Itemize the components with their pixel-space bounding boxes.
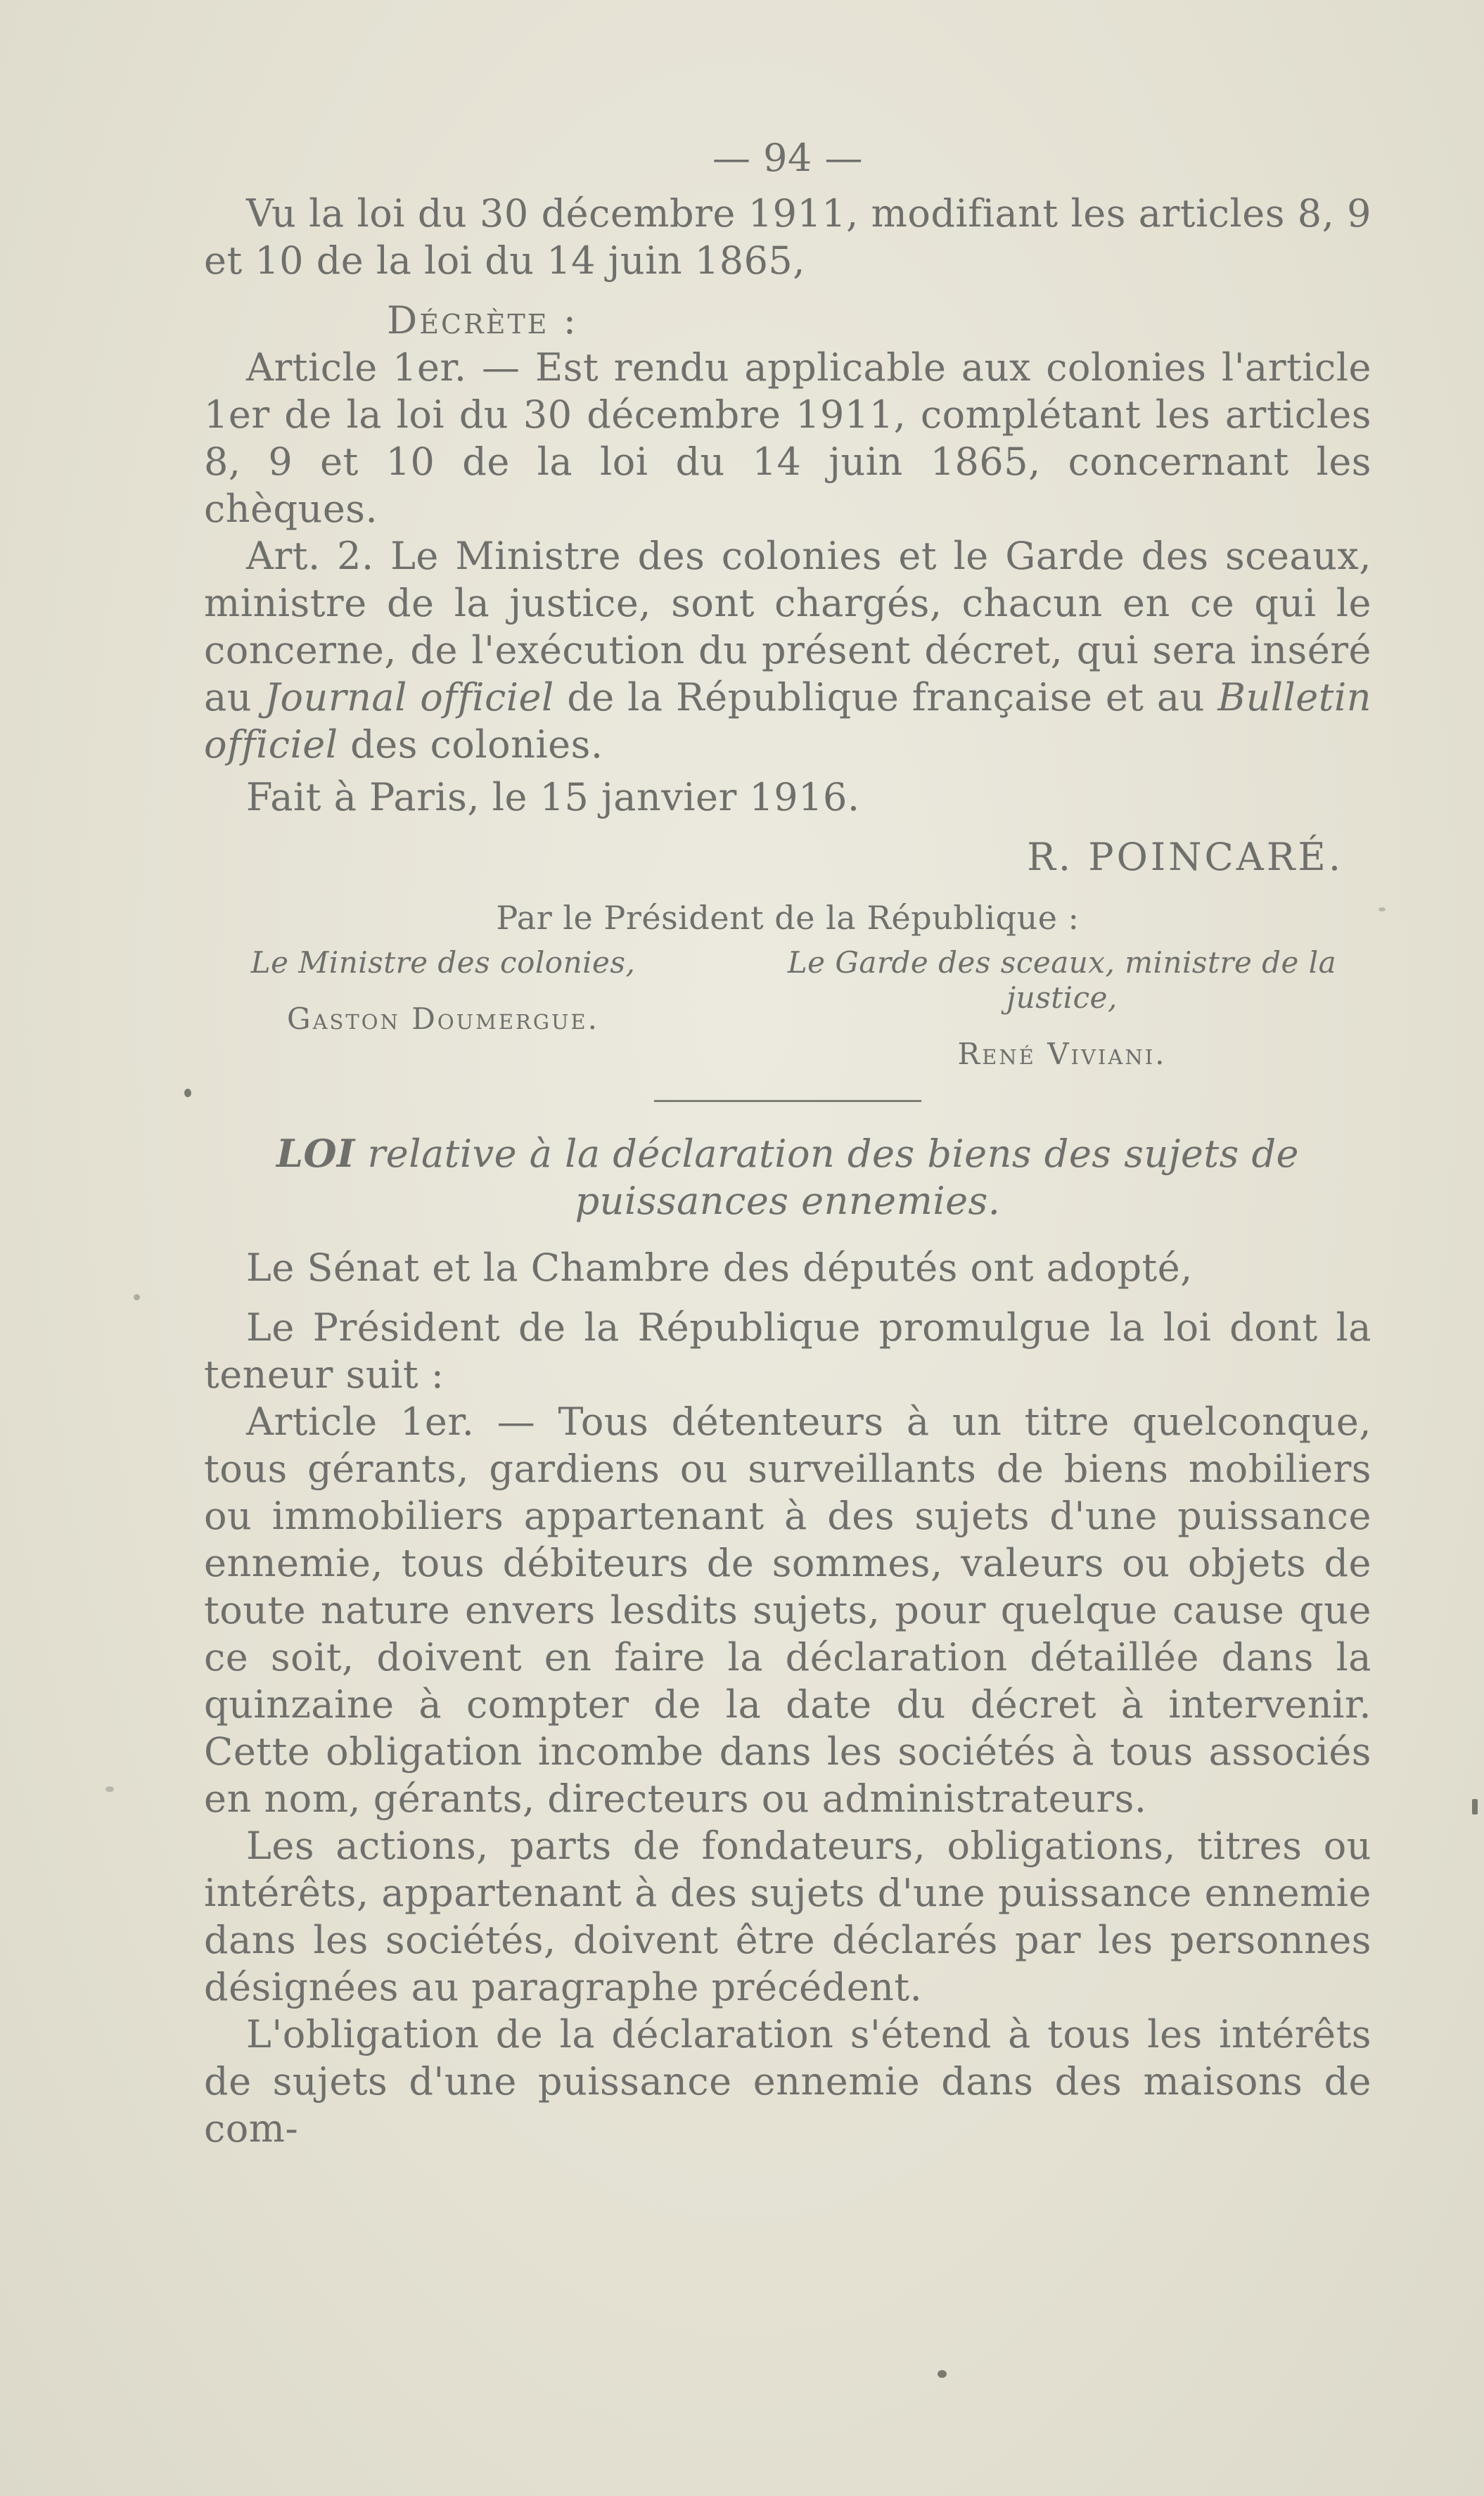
dust-speck [105, 1786, 114, 1792]
article-2-text-middle: de la République française et au [554, 675, 1218, 719]
dust-speck [938, 2370, 947, 2378]
minister-colonies-name: Gaston Doumergue. [287, 1001, 599, 1036]
loi-paragraph: Le Président de la République promulgue la loi dont la teneur suit : [204, 1305, 1371, 1397]
fait-a-paris-line: Fait à Paris, le 15 janvier 1916. [246, 775, 860, 819]
article-2-text-after: des colonies. [338, 722, 603, 767]
president-signature: R. POINCARÉ. [1027, 835, 1343, 879]
loi-title-rest: relative à la déclaration des biens des sujets de puissances ennemies. [354, 1132, 1299, 1223]
minister-colonies [204, 945, 682, 1072]
loi-title-lead: LOI [276, 1131, 355, 1176]
page-number: — 94 — [712, 136, 864, 180]
minister-colonies-title: Le Ministre des colonies, [250, 945, 636, 980]
section-divider [654, 1100, 921, 1102]
minister-justice-title: Le Garde des sceaux, ministre de la justice, [787, 945, 1337, 1015]
journal-officiel-title: Journal officiel [264, 675, 554, 719]
loi-paragraph: L'obligation de la déclaration s'étend à tous les intérêts de sujets d'une puissance ennemie dans des maisons de com- [204, 2012, 1371, 2151]
loi-paragraph: Les actions, parts de fondateurs, obligations, titres ou intérêts, appartenant à des sujets d'une puissance ennemie dans les sociétés, doivent être déclarés par les personnes désignées au paragraphe précédent. [204, 1824, 1371, 2009]
document-text [204, 134, 1371, 2152]
decrete-heading: Décrète : [387, 298, 578, 343]
preamble-paragraph: Vu la loi du 30 décembre 1911, modifiant les articles 8, 9 et 10 de la loi du 14 juin 1865, [204, 191, 1371, 283]
par-le-president-line: Par le Président de la République : [496, 899, 1080, 937]
bulletin-officiel-title: Bulletin officiel [204, 675, 1372, 767]
dust-speck [1472, 1799, 1478, 1815]
dust-speck [1379, 907, 1386, 911]
dust-speck [184, 1089, 191, 1097]
article-1-paragraph: Article 1er. — Est rendu applicable aux colonies l'article 1er de la loi du 30 décembre 1911, complétant les articles 8, 9 et 10 de la loi du 14 juin 1865, concernant les chèques. [204, 345, 1371, 531]
dust-speck [134, 1294, 140, 1300]
loi-title [204, 1130, 1371, 1224]
article-2-paragraph [204, 532, 1371, 768]
ministers-signatures [204, 945, 1371, 1072]
minister-justice-name: René Viviani. [957, 1037, 1167, 1071]
minister-justice [753, 945, 1371, 1072]
article-2-text-before: Art. 2. Le Ministre des colonies et le Garde des sceaux, ministre de la justice, sont chargés, chacun en ce qui le concerne, de l'exécution du présent décret, qui sera inséré au [204, 534, 1371, 719]
loi-paragraph: Le Sénat et la Chambre des députés ont adopté, [246, 1246, 1193, 1290]
loi-article-1-paragraph: Article 1er. — Tous détenteurs à un titre quelconque, tous gérants, gardiens ou surveillants de biens mobiliers ou immobiliers appartenant à des sujets d'une puissance ennemie, tous débiteurs de sommes, valeurs ou objets de toute nature envers lesdits sujets, pour quelque cause que ce soit, doivent en faire la déclaration détaillée dans la quinzaine à compter de la date du décret à intervenir. Cette obligation incombe dans les sociétés à tous associés en nom, gérants, directeurs ou administrateurs. [204, 1400, 1371, 1821]
